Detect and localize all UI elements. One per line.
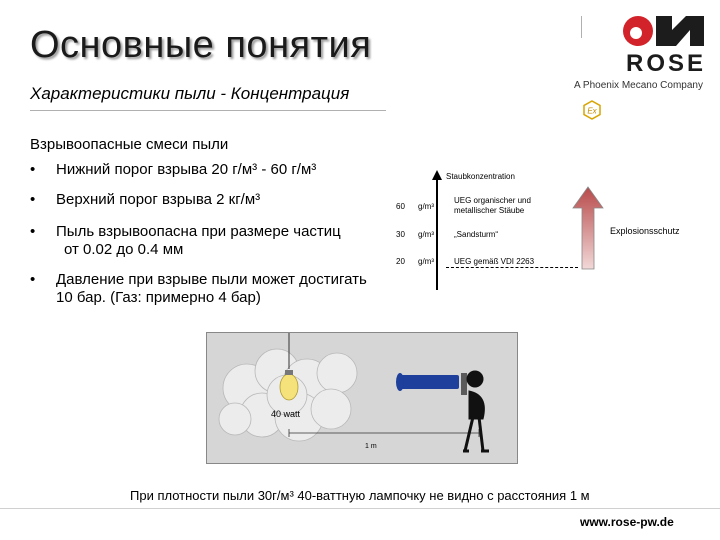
dust-cloud-scene <box>207 333 517 463</box>
scale-desc: „Sandsturm“ <box>454 230 499 239</box>
logo-text: ROSE <box>626 50 707 77</box>
header-divider <box>30 110 386 111</box>
bullet-marker: • <box>30 271 36 288</box>
bulb-label: 40 watt <box>271 409 301 419</box>
page-title: Основные понятия <box>30 24 372 66</box>
explosion-protection-label: Explosionsschutz <box>610 226 680 236</box>
bullet-text-line-1: Пыль взрывоопасна при размере частиц <box>56 223 341 240</box>
bullet-marker: • <box>30 223 36 240</box>
scale-unit: g/m³ <box>418 257 434 266</box>
ex-warning-icon <box>582 100 602 120</box>
vertical-divider <box>581 16 582 38</box>
bullet-text: Верхний порог взрыва 2 кг/м³ <box>56 191 261 208</box>
bullet-marker: • <box>30 191 36 208</box>
scale-desc: UEG organischer und <box>454 196 531 205</box>
scale-value: 60 <box>396 202 405 211</box>
explosion-protection-arrow <box>572 186 604 270</box>
scale-unit: g/m³ <box>418 202 434 211</box>
bullet-text-line-2: 10 бар. (Газ: примерно 4 бар) <box>56 289 261 306</box>
section-title: Взрывоопасные смеси пыли <box>30 136 229 153</box>
scale-desc: UEG gemäß VDI 2263 <box>454 257 535 266</box>
footer-url[interactable]: www.rose-pw.de <box>580 515 674 529</box>
distance-label: 1 m <box>365 443 377 450</box>
illustration-caption: При плотности пыли 30г/м³ 40-ваттную лампочку не видно с расстояния 1 м <box>130 488 590 503</box>
ex-mark: Ex <box>587 106 597 116</box>
footer-divider <box>0 508 720 509</box>
rose-logo-icon <box>612 10 708 52</box>
visibility-illustration <box>206 332 518 464</box>
threshold-dashed-line <box>446 267 578 268</box>
bullet-text: Нижний порог взрыва 20 г/м³ - 60 г/м³ <box>56 161 317 178</box>
scale-value: 30 <box>396 230 405 239</box>
bullet-marker: • <box>30 161 36 178</box>
scale-unit: g/m³ <box>418 230 434 239</box>
page-subtitle: Характеристики пыли - Концентрация <box>30 84 350 103</box>
bullet-text-line-2: от 0.02 до 0.4 мм <box>64 241 184 258</box>
brand-tagline: A Phoenix Mecano Company <box>574 80 703 91</box>
scale-desc: metallischer Stäube <box>454 206 525 215</box>
scale-value: 20 <box>396 257 405 266</box>
bullet-text-line-1: Давление при взрыве пыли может достигать <box>56 271 367 288</box>
scale-title: Staubkonzentration <box>446 172 515 181</box>
